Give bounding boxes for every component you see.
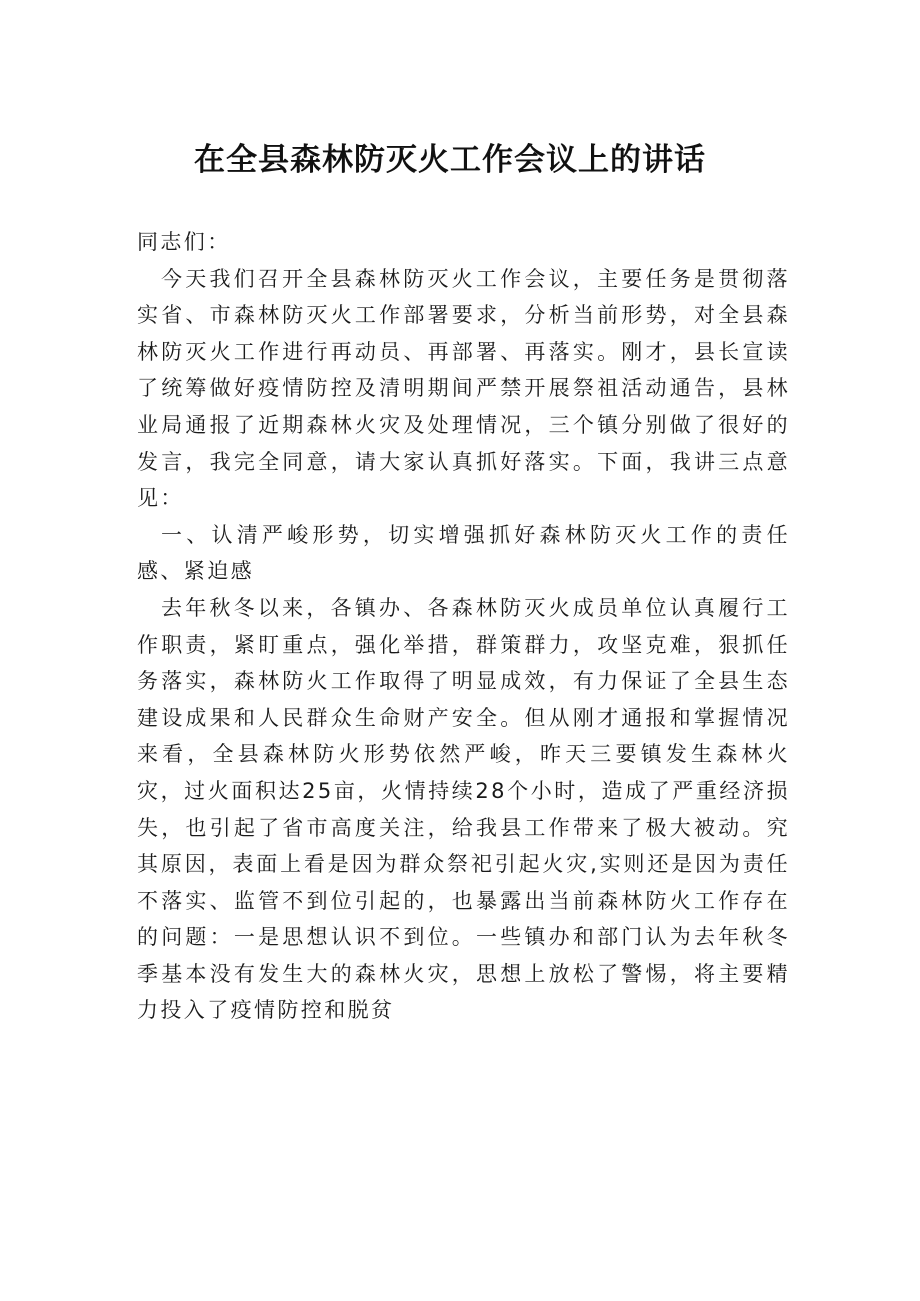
document-title: 在全县森林防灭火工作会议上的讲话: [194, 142, 706, 178]
paragraph-intro: 今天我们召开全县森林防灭火工作会议，主要任务是贯彻落实省、市森林防灭火工作部署要求，分析当前形势，对全县森林防灭火工作进行再动员、再部署、再落实。刚才，县长宣读了统筹做好疫情防控及清明期间严禁开展祭祖活动通告，县林业局通报了近期森林火灾及处理情况，三个镇分别做了很好的发言，我完全同意，请大家认真抓好落实。下面，我讲三点意见：: [137, 266, 790, 511]
paragraph-situation: 去年秋冬以来，各镇办、各森林防灭火成员单位认真履行工作职责，紧盯重点，强化举措，群策群力，攻坚克难，狠抓任务落实，森林防火工作取得了明显成效，有力保证了全县生态建设成果和人民群众生命财产安全。但从刚才通报和掌握情况来看，全县森林防火形势依然严峻，昨天三要镇发生森林火灾，过火面积达25亩，火情持续28个小时，造成了严重经济损失，也引起了省市高度关注，给我县工作带来了极大被动。究其原因，表面上看是因为群众祭祀引起火灾,实则还是因为责任不落实、监管不到位引起的，也暴露出当前森林防火工作存在的问题：一是思想认识不到位。一些镇办和部门认为去年秋冬季基本没有发生大的森林火灾，思想上放松了警惕，将主要精力投入了疫情防控和脱贫: [137, 595, 790, 1023]
section-heading-1: 一、认清严峻形势，切实增强抓好森林防灭火工作的责任感、紧迫感: [137, 522, 790, 584]
salutation: 同志们：: [137, 230, 231, 254]
document-body: [137, 224, 790, 1029]
